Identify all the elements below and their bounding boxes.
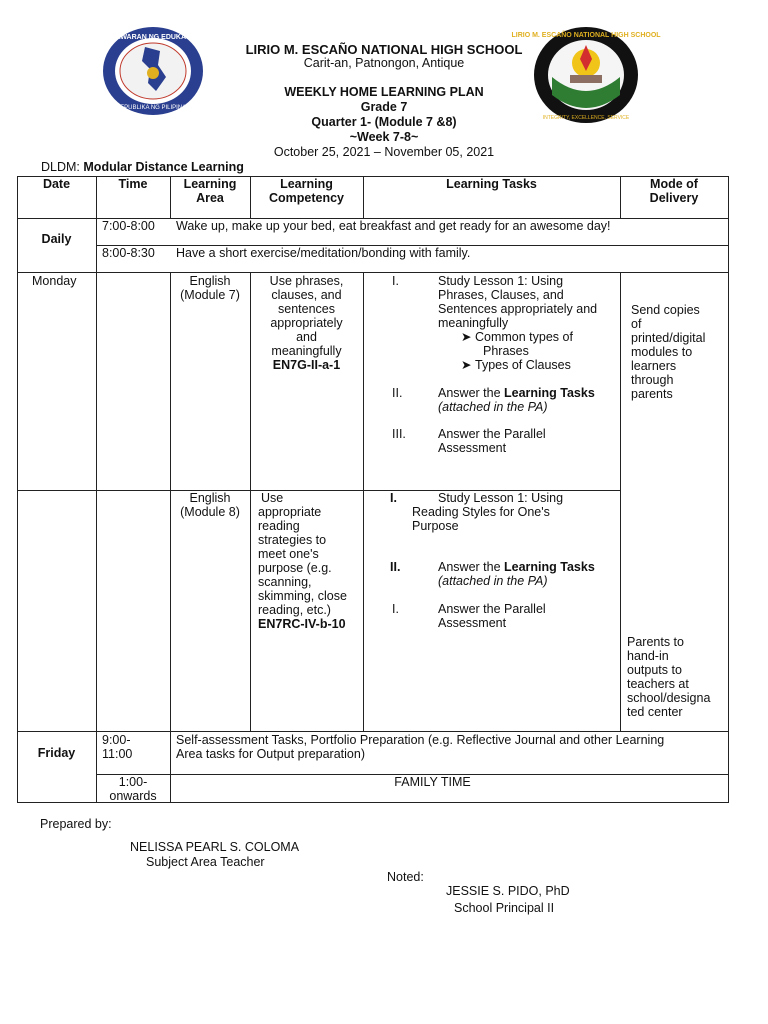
task-m7-ii-number: II. <box>392 386 403 400</box>
task-m8-iii: Answer the Parallel Assessment <box>438 602 546 630</box>
teacher-name: NELISSA PEARL S. COLOMA <box>130 840 300 854</box>
noted-label: Noted: <box>387 870 424 884</box>
row-label-daily: Daily <box>41 232 72 246</box>
principal-name: JESSIE S. PIDO, PhD <box>446 884 570 898</box>
task-m7-subitem-2: ➤ Types of Clauses <box>461 358 571 372</box>
daily-task-2: Have a short exercise/meditation/bonding with family. <box>176 246 471 260</box>
prepared-by-label: Prepared by: <box>40 817 112 831</box>
date-range: October 25, 2021 – November 05, 2021 <box>273 145 495 159</box>
school-address: Carit-an, Patnongon, Antique <box>303 56 465 70</box>
plan-title: WEEKLY HOME LEARNING PLAN <box>284 85 484 99</box>
svg-text:LIRIO M. ESCAÑO NATIONAL HIGH: LIRIO M. ESCAÑO NATIONAL HIGH SCHOOL <box>511 32 661 39</box>
school-name: LIRIO M. ESCAÑO NATIONAL HIGH SCHOOL <box>245 42 523 57</box>
task-m8-iii-number: I. <box>392 602 399 616</box>
task-m7-subitem-1: ➤ Common types of <box>461 330 573 344</box>
col-header-mode-of-delivery: Mode of Delivery <box>649 177 699 205</box>
daily-task-1: Wake up, make up your bed, eat breakfast and get ready for an awesome day! <box>176 219 611 233</box>
task-m7-iii: Answer the Parallel Assessment <box>438 427 546 455</box>
friday-task-1: Self-assessment Tasks, Portfolio Preparation (e.g. Reflective Journal and other Learning Area tasks for Output preparation) <box>176 733 665 761</box>
task-m7-i: Study Lesson 1: Using Phrases, Clauses, and Sentences appropriately and meaningfully <box>438 274 598 330</box>
task-m8-ii-number: II. <box>390 560 401 574</box>
learning-area-module-7: English (Module 7) <box>180 274 240 302</box>
svg-text:REPUBLIKA NG PILIPINAS: REPUBLIKA NG PILIPINAS <box>115 105 191 111</box>
quarter-label: Quarter 1- (Module 7 &8) <box>311 115 457 129</box>
week-label: ~Week 7-8~ <box>349 130 419 144</box>
row-label-monday: Monday <box>32 274 77 288</box>
task-m7-iii-number: III. <box>392 427 406 441</box>
competency-module-8: Use appropriate reading strategies to meet one's purpose (e.g. scanning, skimming, close reading, etc.) EN7RC-IV-b-10 <box>258 491 363 631</box>
arrow-bullet-icon: ➤ <box>461 330 472 344</box>
competency-code-module-8: EN7RC-IV-b-10 <box>258 617 346 631</box>
mode-of-delivery-2: Parents to hand-in outputs to teachers at school/designa ted center <box>627 635 711 719</box>
task-m8-ii: Answer the Learning Tasks (attached in the PA) <box>438 560 595 588</box>
competency-module-7: Use phrases, clauses, and sentences appropriately and meaningfully EN7G-II-a-1 <box>250 274 363 372</box>
friday-task-2: FAMILY TIME <box>394 775 471 789</box>
arrow-bullet-icon: ➤ <box>461 358 472 372</box>
task-m7-subitem-1b: Phrases <box>483 344 529 358</box>
daily-time-2: 8:00-8:30 <box>102 246 155 260</box>
col-header-learning-competency: Learning Competency <box>268 177 345 205</box>
competency-code-module-7: EN7G-II-a-1 <box>272 358 341 372</box>
grade-level: Grade 7 <box>360 100 408 114</box>
svg-text:KAGAWARAN NG EDUKASYON: KAGAWARAN NG EDUKASYON <box>100 34 206 41</box>
col-header-learning-area: Learning Area <box>183 177 237 205</box>
daily-time-1: 7:00-8:00 <box>102 219 155 233</box>
task-m7-ii: Answer the Learning Tasks (attached in the PA) <box>438 386 595 414</box>
friday-time-2: 1:00- onwards <box>109 775 157 803</box>
col-header-date: Date <box>42 177 71 191</box>
row-label-friday: Friday <box>37 746 76 760</box>
mode-of-delivery-1: Send copies of printed/digital modules to learners through parents <box>631 303 706 401</box>
col-header-time: Time <box>118 177 148 191</box>
svg-text:INTEGRITY, EXCELLENCE, SERVICE: INTEGRITY, EXCELLENCE, SERVICE <box>542 115 630 121</box>
learning-area-module-8: English (Module 8) <box>180 491 240 519</box>
dldm-line <box>41 160 244 174</box>
task-m7-i-number: I. <box>392 274 399 288</box>
friday-time-1: 9:00- 11:00 <box>102 733 133 761</box>
principal-title: School Principal II <box>454 901 555 915</box>
task-m8-i: Study Lesson 1: Using Reading Styles for One's Purpose <box>412 491 564 533</box>
dldm-value: Modular Distance Learning <box>83 160 244 174</box>
teacher-title: Subject Area Teacher <box>146 855 265 869</box>
col-header-learning-tasks: Learning Tasks <box>446 177 537 191</box>
dldm-label: DLDM: <box>41 160 80 174</box>
task-m8-i-number: I. <box>390 491 397 505</box>
